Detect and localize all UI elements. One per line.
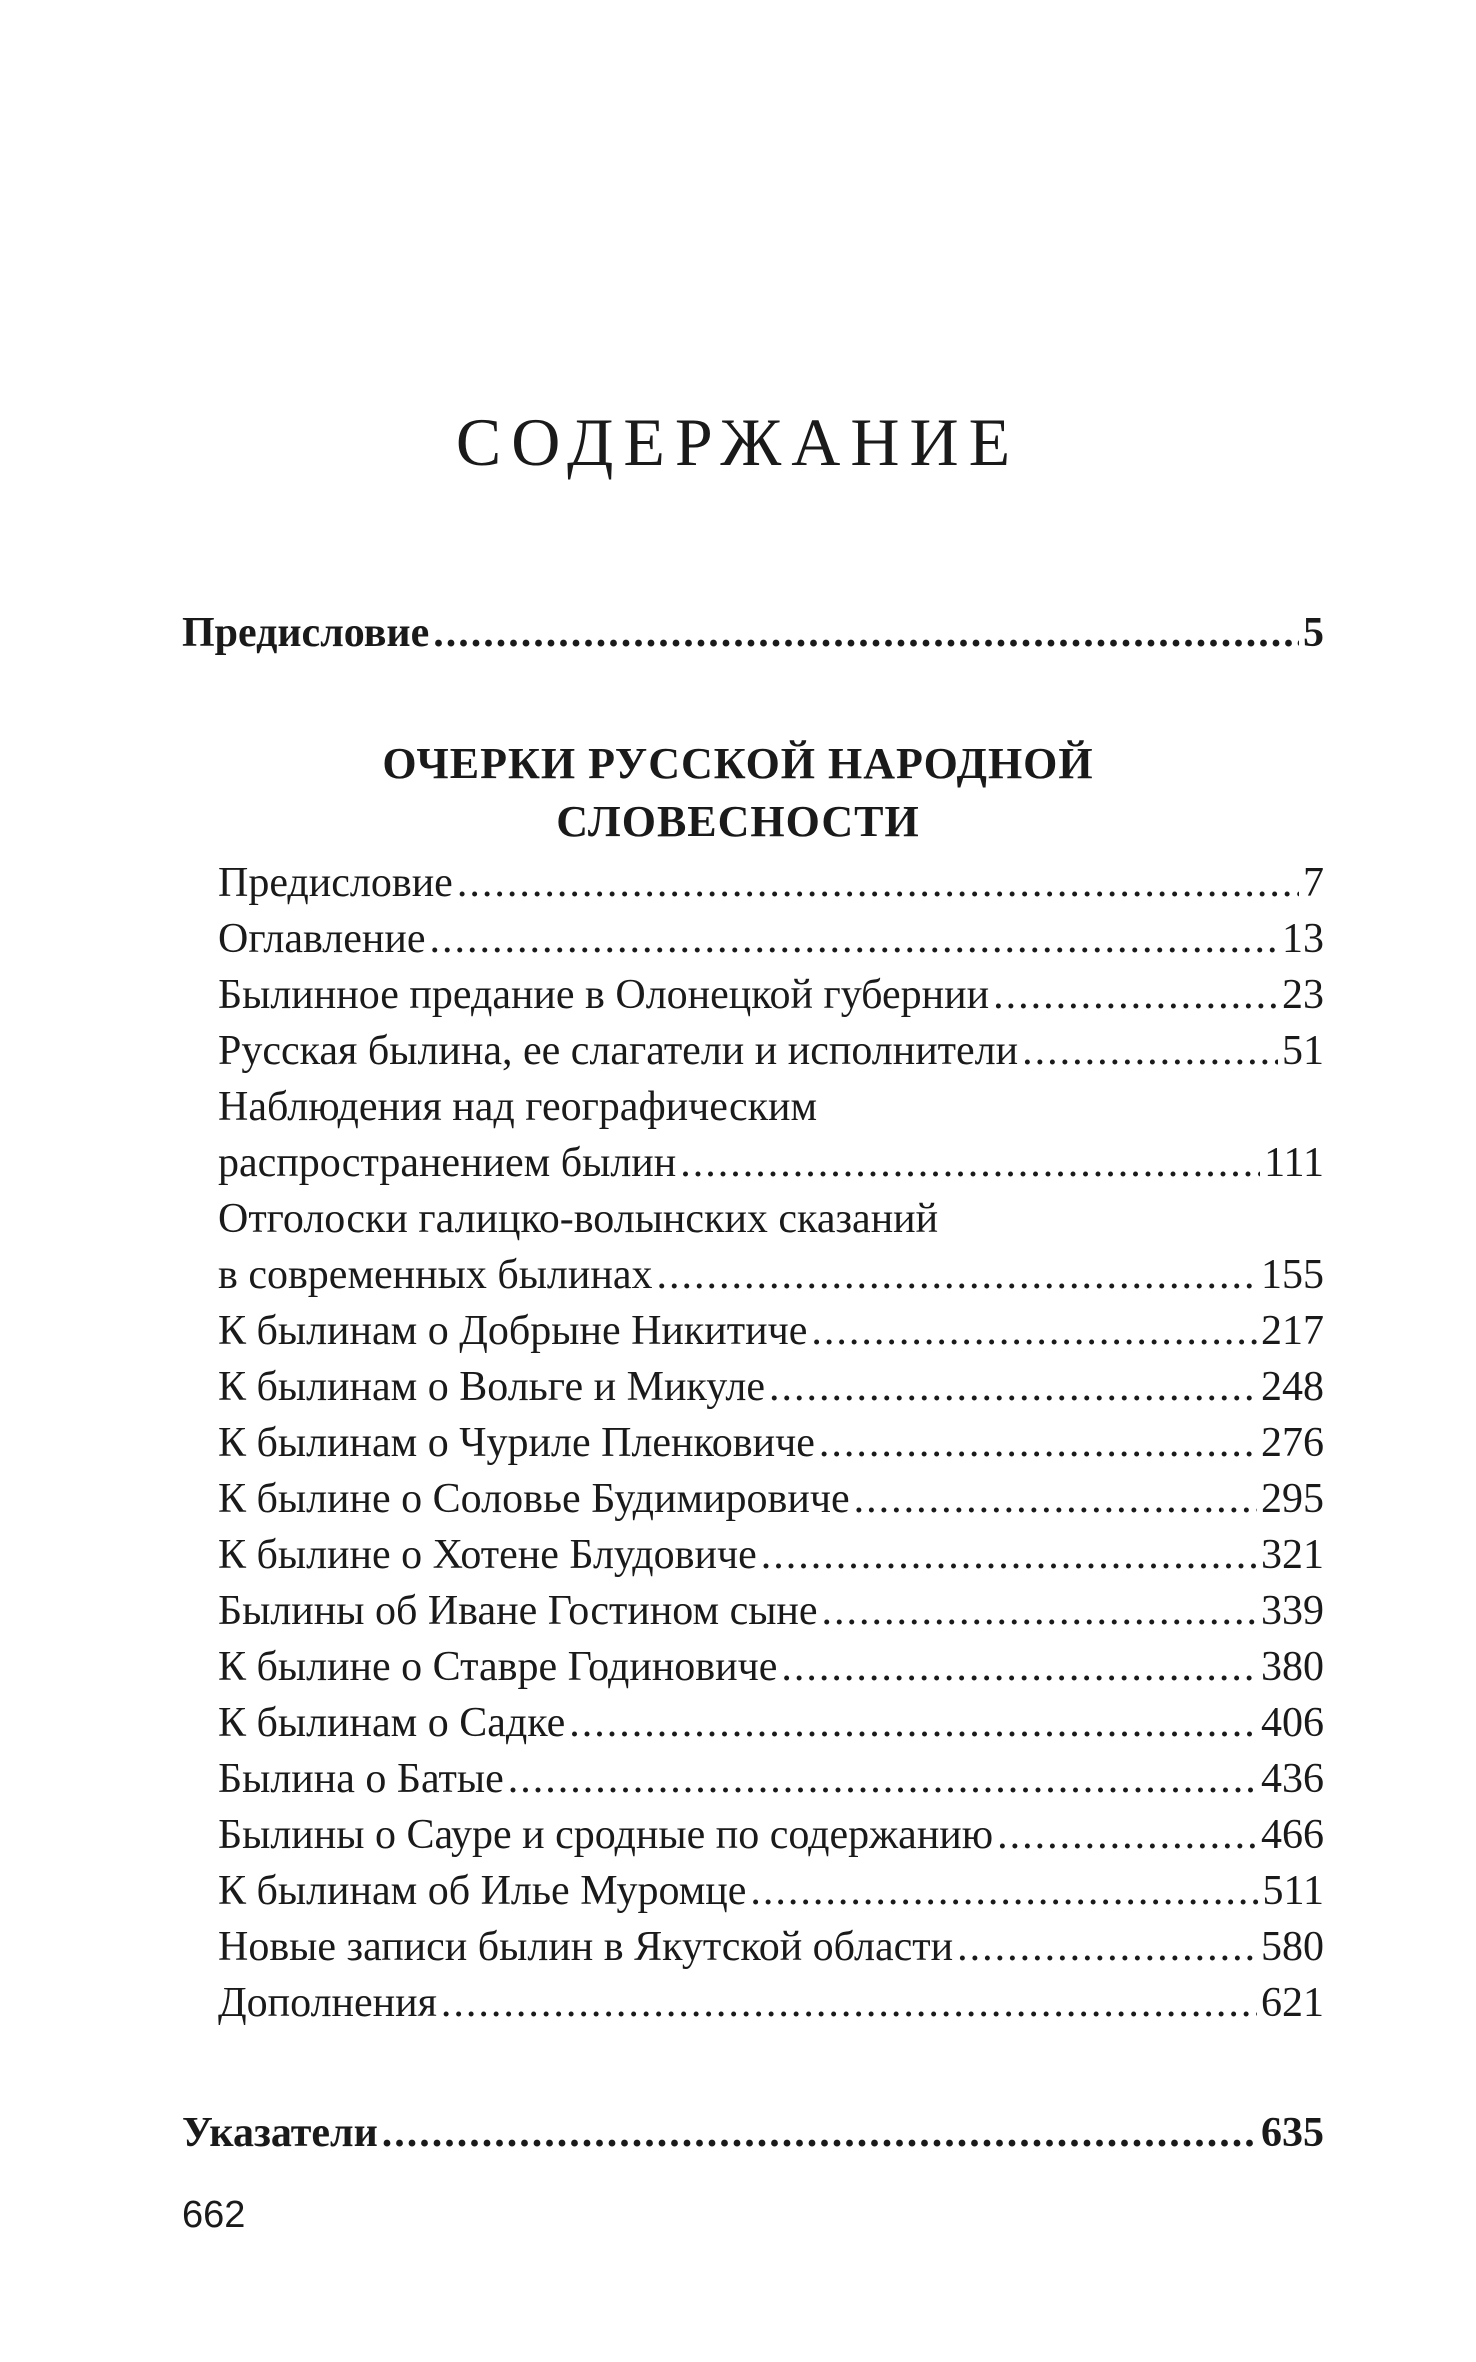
toc-entry[interactable] [218,1814,1324,1856]
toc-entry-label: Былины о Сауре и сродные по содержанию [218,1812,994,1858]
toc-entry-label: К былине о Хотене Блудовиче [218,1532,757,1578]
toc-entry-page: 5 [1303,610,1324,656]
toc-entry[interactable] [218,1982,1324,2024]
toc-entry-label: Русская былина, ее слагатели и исполнители [218,1028,1019,1074]
dot-leader [819,1422,1257,1464]
toc-entry[interactable] [218,1422,1324,1464]
toc-entry[interactable] [218,1758,1324,1800]
toc-entry-label: Предисловие [182,610,430,656]
dot-leader [781,1646,1257,1688]
toc-entry-page: 511 [1262,1868,1324,1914]
toc-entry[interactable] [218,1646,1324,1688]
toc-entry-label: К былине о Ставре Годиновиче [218,1644,778,1690]
dot-leader [822,1590,1257,1632]
toc-entry-page: 13 [1282,916,1324,962]
dot-leader [1022,1030,1278,1072]
dot-leader [993,974,1278,1016]
toc-entry-page: 621 [1261,1980,1324,2026]
toc-entry-label: К былинам о Чуриле Пленковиче [218,1420,815,1466]
toc-entry[interactable] [218,1310,1324,1352]
page-title: СОДЕРЖАНИЕ [455,404,1021,480]
toc-entry-page: 111 [1264,1140,1324,1186]
dot-leader [382,2112,1257,2154]
dot-leader [441,1982,1257,2024]
dot-leader [997,1814,1257,1856]
dot-leader [811,1310,1257,1352]
toc-entry-label: Предисловие [218,860,453,906]
toc-entry-label: Оглавление [218,916,426,962]
toc-entry-label: в современных былинах [218,1252,653,1298]
toc-entry-page: 248 [1261,1364,1324,1410]
toc-entry-label: К былинам о Садке [218,1700,566,1746]
section-heading-line1: ОЧЕРКИ РУССКОЙ НАРОДНОЙ [382,739,1094,788]
toc-entry[interactable] [218,1702,1324,1744]
toc-entry-page: 380 [1261,1644,1324,1690]
toc-entry[interactable] [218,1478,1324,1520]
dot-leader [750,1870,1258,1912]
toc-entry-label-line1: Наблюдения над географическим [218,1084,818,1130]
dot-leader [569,1702,1257,1744]
dot-leader [769,1366,1257,1408]
dot-leader [761,1534,1257,1576]
toc-entry-label: К былине о Соловье Будимировиче [218,1476,850,1522]
toc-entry[interactable] [218,1870,1324,1912]
toc-entry-page: 217 [1261,1308,1324,1354]
toc-entry[interactable] [218,974,1324,1016]
toc-entry-page: 51 [1282,1028,1324,1074]
toc-entry-page: 580 [1261,1924,1324,1970]
toc-entry-label: распространением былин [218,1140,677,1186]
toc-entry[interactable] [218,1030,1324,1072]
toc-entry-page: 339 [1261,1588,1324,1634]
toc-entry-label: К былинам о Вольге и Микуле [218,1364,765,1410]
dot-leader [430,918,1279,960]
toc-entry-page: 321 [1261,1532,1324,1578]
toc-entry-label-line1: Отголоски галицко-волынских сказаний [218,1196,939,1242]
toc-entry-label: Былинное предание в Олонецкой губернии [218,972,990,1018]
toc-entry-page: 155 [1261,1252,1324,1298]
toc-entry-preface[interactable] [182,612,1324,654]
toc-entry-indexes[interactable] [182,2112,1324,2154]
dot-leader [656,1254,1257,1296]
toc-entry[interactable] [218,1926,1324,1968]
dot-leader [680,1142,1260,1184]
toc-entry-label: Дополнения [218,1980,437,2026]
toc-entry-label: К былинам об Илье Муромце [218,1868,747,1914]
toc-entry[interactable] [218,918,1324,960]
section-heading-line2: СЛОВЕСНОСТИ [556,797,920,846]
folio-page-number: 662 [182,2194,246,2236]
dot-leader [508,1758,1257,1800]
toc-entry-page: 635 [1261,2110,1324,2156]
toc-entry[interactable] [218,1590,1324,1632]
toc-entry-page: 7 [1303,860,1324,906]
toc-entry[interactable] [218,1366,1324,1408]
toc-entry-page: 436 [1261,1756,1324,1802]
toc-entry[interactable] [218,862,1324,904]
toc-entry-label: К былинам о Добрыне Никитиче [218,1308,808,1354]
toc-entry[interactable] [218,1142,1324,1184]
toc-entry-page: 466 [1261,1812,1324,1858]
toc-entry-page: 406 [1261,1700,1324,1746]
dot-leader [957,1926,1257,1968]
toc-entry-label: Былина о Батые [218,1756,504,1802]
toc-entry[interactable] [218,1254,1324,1296]
toc-entry-label: Былины об Иване Гостином сыне [218,1588,818,1634]
toc-entry[interactable] [218,1534,1324,1576]
toc-entry-page: 295 [1261,1476,1324,1522]
dot-leader [457,862,1299,904]
dot-leader [433,612,1299,654]
toc-entry-label: Указатели [182,2110,378,2156]
toc-entry-page: 23 [1282,972,1324,1018]
toc-entry-label: Новые записи былин в Якутской области [218,1924,954,1970]
dot-leader [854,1478,1257,1520]
toc-entry-page: 276 [1261,1420,1324,1466]
